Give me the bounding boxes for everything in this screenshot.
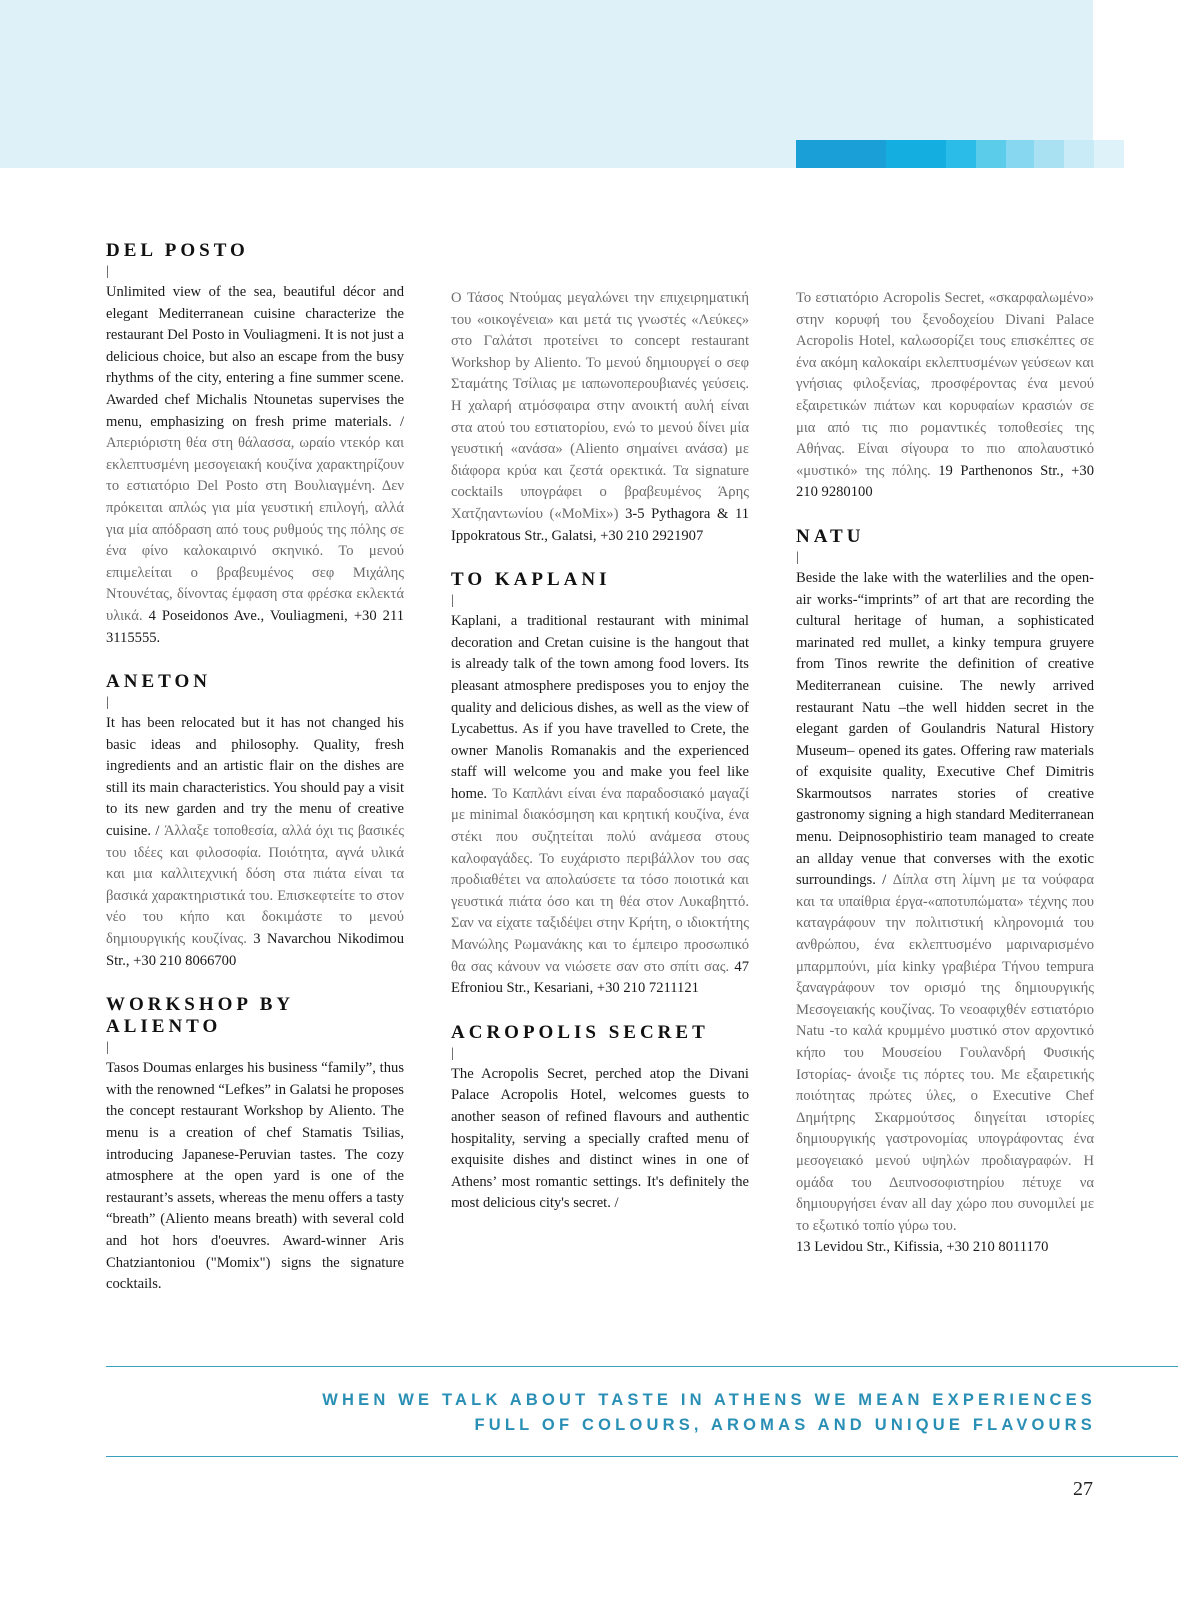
section-body: It has been relocated but it has not changed his basic ideas and philosophy. Quality, fresh ingredients and an artistic flair on the dishes are still its main characteristics. You should pay a visit to its new garden and try the menu of creative cuisine. / Άλλαξε τοποθεσία, αλλά όχι τις βασικές του ιδέες και φιλοσοφία. Ποιότητα, αγνά υλικά και μια καλλιτεχνική δόση στα πιάτα είναι τα βασικά χαρακτηριστικά του. Επισκεφτείτε το στον νέο του κήπο και δοκιμάστε το μενού δημιουργικής κουζίνας. 3 Navarchou Nikodimou Str., +30 210 8066700 [106, 715, 404, 969]
pull-quote-line-2: FULL OF COLOURS, AROMAS AND UNIQUE FLAVOURS [474, 1416, 1096, 1434]
section-del-posto [106, 240, 404, 649]
color-strip-block [796, 140, 886, 168]
bottom-rule [106, 1456, 1178, 1457]
color-strip [796, 140, 1124, 168]
title-divider: | [451, 593, 454, 609]
top-rule [106, 1366, 1178, 1367]
section-title: ACROPOLIS SECRET [451, 1021, 709, 1043]
section-title: ANETON [106, 671, 211, 693]
color-strip-block [976, 140, 1006, 168]
color-strip-block [1006, 140, 1034, 168]
title-divider: | [106, 1040, 109, 1056]
title-divider: | [451, 1045, 454, 1061]
section-body-continued: Ο Τάσος Ντούμας μεγαλώνει την επιχειρηματική του «οικογένεια» και μετά τις γνωστές «Λεύκες» στο Γαλάτσι προτείνει το concept restaurant Workshop by Aliento. Το μενού δημιουργεί ο σεφ Σταμάτης Τσίλιας με ιαπωνοπερουβιανές γεύσεις. Η χαλαρή ατμόσφαιρα στην ανοικτή αυλή είναι στα ατού του εστιατορίου, ενώ το μενού δίνει μία γευστική «ανάσα» (Aliento σημαίνει ανάσα) με διάφορα κρύα και ζεστά ορεκτικά. Τα signature cocktails υπογράφει ο βραβευμένος Άρης Χατζηαντωνίου («ΜοΜix») 3-5 Pythagora & 11 Ippokratous Str., Galatsi, +30 210 2921907 [451, 290, 750, 544]
section-kaplani [451, 569, 749, 1000]
section-body: Tasos Doumas enlarges his business “family”, thus with the renowned “Lefkes” in Galatsi he proposes the concept restaurant Workshop by Aliento. The menu is a creation of chef Stamatis Tsilias, introducing Japanese-Peruvian tastes. The cozy atmosphere at the open yard is one of the restaurant’s assets, whereas the menu offers a tasty “breath” (Aliento means breath) with several cold and hot hors d'oeuvres. Award-winner Aris Chatziantoniou ("Momix") signs the signature cocktails. [106, 1060, 404, 1293]
color-strip-block [1064, 140, 1094, 168]
section-acropolis-secret [451, 1022, 749, 1214]
section-aneton [106, 671, 404, 972]
section-title: WORKSHOP BY ALIENTO [106, 994, 294, 1038]
section-workshop [106, 994, 404, 1293]
pull-quote-line-1: WHEN WE TALK ABOUT TASTE IN ATHENS WE MEAN EXPERIENCES [322, 1391, 1096, 1409]
section-body-continued: Το εστιατόριο Acropolis Secret, «σκαρφαλωμένο» στην κορυφή του ξενοδοχείου Divani Palace Acropolis Hotel, καλωσορίζει τους επισκέπτες σε ένα ακόμη καλοκαίρι εκλεπτυσμένων γεύσεων και γνήσιας φιλοξενίας, προσφέροντας ένα μενού εξαιρετικών πιάτων και κορυφαίων κρασιών σε μια από τις πιο ρομαντικές τοποθεσίες της Αθήνας. Είναι σίγουρα το πιο απολαυστικό «μυστικό» της πόλης. 19 Parthenonos Str., +30 210 9280100 [796, 290, 1094, 501]
section-body: Beside the lake with the waterlilies and the open-air works-“imprints” of art that are recording the cultural heritage of human, a sophisticated marinated red mullet, a kinky tempura gruyere from Tinos rewrite the definition of creative Mediterranean cuisine. The newly arrived restaurant Natu –the well hidden secret in the elegant garden of Goulandris Natural History Museum– opened its gates. Offering raw materials of exquisite quality, Executive Chef Dimitris Skarmoutsos narrates stories of creative gastronomy signing a high standard Mediterranean menu. Deipnosophistirio team managed to create an allday venue that converses with the exotic surroundings. / Δίπλα στη λίμνη με τα νούφαρα και τα υπαίθρια έργα-«αποτυπώματα» τέχνης που καταγράφουν την πολιτιστική κληρονομιά του ανθρώπου, ένα εκλεπτυσμένο μαριναρισμένο μπαρμπούνι, μία kinky γραβιέρα Τήνου tempura ξαναγράφουν τον ορισμό της δημιουργικής Μεσογειακής κουζίνας. Το νεοαφιχθέν εστιατόριο Natu -το καλά κρυμμένο μυστικό στον αρχοντικό κήπο του Μουσείου Γουλανδρή Φυσικής Ιστορίας- άνοιξε τις πόρτες του. Με εξαιρετικής ποιότητας πρώτες ύλες, ο Executive Chef Δημήτρης Σκαρμούτσος διηγείται ιστορίες δημιουργικής γαστρονομίας υπογράφοντας ένα μεσογειακό μενού υψηλών προδιαγραφών. Η ομάδα του Δειπνοσοφιστηρίου πέτυχε να δημιουργήσει έναν all day χώρο που συνομιλεί με το εξωτικό τοπίο γύρω του. [796, 569, 1094, 1234]
color-strip-block [1094, 140, 1124, 168]
title-divider: | [106, 264, 109, 279]
section-body: Kaplani, a traditional restaurant with minimal decoration and Cretan cuisine is the hangout that is already talk of the town among food lovers. Its pleasant atmosphere predisposes you to enjoy the quality and delicious dishes, as well as the view of Lycabettus. As if you have travelled to Crete, the owner Manolis Romanakis and the experienced staff will welcome you and make you feel like home. Το Καπλάνι είναι ένα παραδοσιακό μαγαζί με minimal διακόσμηση και κρητική κουζίνα, ένα στέκι που συζητείται πολύ ανάμεσα στους καλοφαγάδες. Το ευχάριστο περιβάλλον του σας προδιαθέτει να απολαύσετε τα τόσο ποιοτικά και γευστικά πιάτα όσο και τη θέα στον Λυκαβηττό. Σαν να είχατε ταξιδέψει στην Κρήτη, ο ιδιοκτήτης Μανώλης Ρωμανάκης και το έμπειρο προσωπικό θα σας κάνουν να νιώσετε σαν στο σπίτι σας. 47 Efroniou Str., Kesariani, +30 210 7211121 [451, 613, 749, 997]
column-1 [106, 240, 404, 1292]
section-workshop-continued [451, 288, 749, 547]
title-divider: | [796, 549, 799, 565]
address-line: 13 Levidou Str., Kifissia, +30 210 8011170 [796, 1239, 1049, 1256]
color-strip-block [1034, 140, 1064, 168]
column-2 [451, 288, 749, 1236]
column-3 [796, 288, 1094, 1281]
section-title: DEL POSTO [106, 240, 249, 261]
color-strip-block [886, 140, 946, 168]
page-number: 27 [1073, 1478, 1093, 1500]
pull-quote [322, 1388, 1096, 1438]
section-body: The Acropolis Secret, perched atop the Divani Palace Acropolis Hotel, welcomes guests to another season of refined flavours and authentic hospitality, serving a specially crafted menu of exquisite dishes and distinct wines in one of Athens’ most romantic settings. It's definitely the most delicious city's secret. / [451, 1065, 749, 1212]
section-body: Unlimited view of the sea, beautiful décor and elegant Mediterranean cuisine characterize the restaurant Del Posto in Vouliagmeni. It is not just a delicious choice, but also an escape from the busy rhythms of the city, entering a fine summer scene. Awarded chef Michalis Ntounetas supervises the menu, emphasizing on fresh prime materials. / Απεριόριστη θέα στη θάλασσα, ωραίο ντεκόρ και εκλεπτυσμένη μεσογειακή κουζίνα χαρακτηρίζουν το εστιατόριο Del Posto στη Βουλιαγμένη. Δεν πρόκειται απλώς για μία γευστική επιλογή, αλλά για μία απόδραση από τους ρυθμούς της πόλης σε ένα φίνο καλοκαιρινό σκηνικό. Το μενού επιμελείται ο βραβευμένος σεφ Μιχάλης Ντουνέτας, δίνοντας έμφαση στα φρέσκα εκλεκτά υλικά. 4 Poseidonos Ave., Vouliagmeni, +30 211 3115555. [106, 284, 404, 646]
color-strip-block [946, 140, 976, 168]
section-title: TO KAPLANI [451, 569, 611, 591]
title-divider: | [106, 695, 109, 711]
section-title: NATU [796, 525, 865, 547]
section-natu [796, 526, 1094, 1259]
section-acropolis-continued [796, 288, 1094, 504]
